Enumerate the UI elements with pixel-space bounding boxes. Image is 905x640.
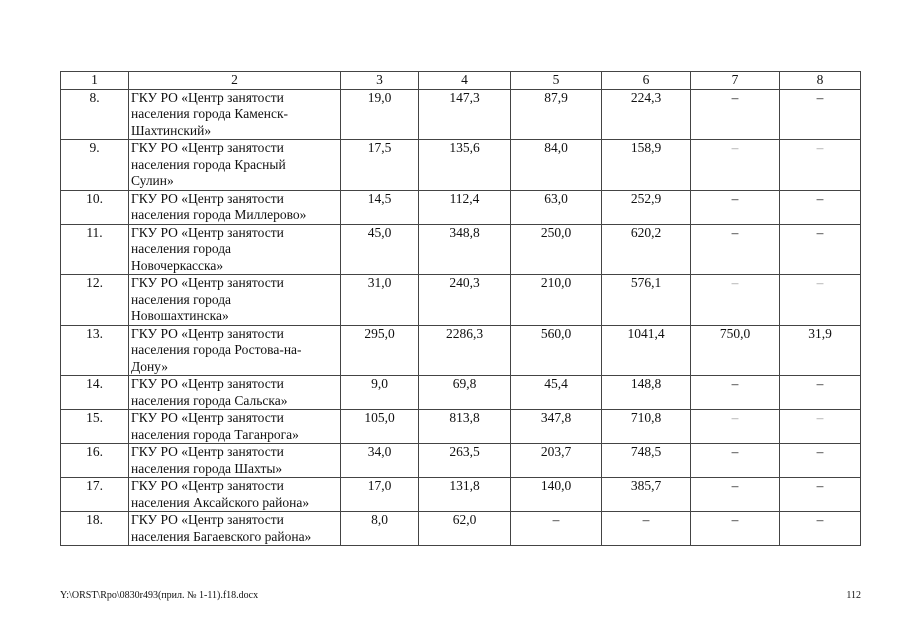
organization-name-line: населения города Каменск- [131, 106, 289, 121]
organization-name-line: ГКУ РО «Центр занятости [131, 275, 284, 290]
table-row [61, 478, 861, 512]
organization-name-cell [129, 224, 341, 275]
header-cell: 4 [419, 72, 511, 90]
table-header-row [61, 72, 861, 90]
organization-name-cell [129, 512, 341, 546]
value-cell: 813,8 [419, 410, 511, 444]
organization-name-line: Сулин» [131, 173, 174, 188]
value-cell: 131,8 [419, 478, 511, 512]
data-table [60, 71, 861, 546]
organization-name-line: ГКУ РО «Центр занятости [131, 410, 284, 425]
row-number-cell: 9. [61, 140, 129, 191]
organization-name-cell [129, 140, 341, 191]
organization-name-line: ГКУ РО «Центр занятости [131, 325, 284, 341]
value-cell: 140,0 [511, 478, 602, 512]
row-number-cell: 14. [61, 376, 129, 410]
value-cell: 112,4 [419, 190, 511, 224]
row-number-cell: 10. [61, 190, 129, 224]
value-cell: 87,9 [511, 89, 602, 140]
organization-name-cell [129, 376, 341, 410]
organization-name-line: населения города [131, 241, 232, 256]
organization-name-cell [129, 190, 341, 224]
organization-name-line: ГКУ РО «Центр занятости [131, 376, 284, 391]
organization-name-cell [129, 478, 341, 512]
value-cell: – [780, 376, 861, 410]
value-cell: 8,0 [341, 512, 419, 546]
value-cell: 224,3 [602, 89, 691, 140]
value-cell: 14,5 [341, 190, 419, 224]
value-cell: 250,0 [511, 224, 602, 275]
value-cell: – [780, 224, 861, 275]
value-cell: 135,6 [419, 140, 511, 191]
value-cell: 1041,4 [602, 325, 691, 376]
value-cell: 560,0 [511, 325, 602, 376]
value-cell: 576,1 [602, 275, 691, 326]
value-cell: 385,7 [602, 478, 691, 512]
value-cell: – [691, 410, 780, 444]
value-cell: – [691, 89, 780, 140]
value-cell: 105,0 [341, 410, 419, 444]
value-cell: 348,8 [419, 224, 511, 275]
page-number: 112 [846, 590, 861, 601]
header-cell: 2 [129, 72, 341, 90]
row-number-cell: 12. [61, 275, 129, 326]
table-row [61, 140, 861, 191]
organization-name-line: ГКУ РО «Центр занятости [131, 512, 284, 527]
table-row [61, 325, 861, 376]
organization-name-line: ГКУ РО «Центр занятости [131, 224, 284, 240]
value-cell: 210,0 [511, 275, 602, 326]
header-cell: 8 [780, 72, 861, 90]
organization-name-line: населения города Красный [131, 156, 286, 172]
value-cell: – [602, 512, 691, 546]
organization-name-line: ГКУ РО «Центр занятости [131, 89, 284, 105]
organization-name-line: населения города [131, 291, 232, 307]
value-cell: 63,0 [511, 190, 602, 224]
organization-name-line: населения Аксайского района» [131, 494, 310, 510]
value-cell: 84,0 [511, 140, 602, 191]
row-number-cell: 17. [61, 478, 129, 512]
organization-name-line: Новочеркасска» [131, 257, 224, 273]
value-cell: – [691, 376, 780, 410]
table-row [61, 89, 861, 140]
value-cell: – [780, 478, 861, 512]
value-cell: 9,0 [341, 376, 419, 410]
organization-name-cell [129, 325, 341, 376]
value-cell: – [691, 140, 780, 191]
organization-name-line: Дону» [131, 358, 169, 374]
organization-name-line: Шахтинский» [131, 122, 212, 138]
value-cell: 31,0 [341, 275, 419, 326]
value-cell: 295,0 [341, 325, 419, 376]
organization-name-line: населения города Сальска» [131, 392, 288, 408]
organization-name-line: населения города Миллерово» [131, 207, 307, 222]
value-cell: 45,0 [341, 224, 419, 275]
row-number-cell: 8. [61, 89, 129, 140]
value-cell: 17,5 [341, 140, 419, 191]
value-cell: 19,0 [341, 89, 419, 140]
value-cell: 45,4 [511, 376, 602, 410]
value-cell: 147,3 [419, 89, 511, 140]
header-cell: 5 [511, 72, 602, 90]
value-cell: 620,2 [602, 224, 691, 275]
row-number-cell: 11. [61, 224, 129, 275]
value-cell: – [780, 190, 861, 224]
value-cell: – [691, 224, 780, 275]
value-cell: 748,5 [602, 444, 691, 478]
value-cell: – [780, 140, 861, 191]
organization-name-cell [129, 275, 341, 326]
value-cell: 252,9 [602, 190, 691, 224]
value-cell: 62,0 [419, 512, 511, 546]
organization-name-line: населения города Ростова-на- [131, 342, 302, 357]
organization-name-line: Новошахтинска» [131, 308, 229, 323]
value-cell: 34,0 [341, 444, 419, 478]
value-cell: – [511, 512, 602, 546]
value-cell: – [780, 512, 861, 546]
value-cell: 148,8 [602, 376, 691, 410]
table-row [61, 444, 861, 478]
value-cell: 750,0 [691, 325, 780, 376]
table-row [61, 512, 861, 546]
organization-name-line: населения города Таганрога» [131, 426, 299, 442]
row-number-cell: 18. [61, 512, 129, 546]
organization-name-line: населения Багаевского района» [131, 528, 312, 544]
header-cell: 1 [61, 72, 129, 90]
value-cell: 158,9 [602, 140, 691, 191]
table-row [61, 190, 861, 224]
row-number-cell: 15. [61, 410, 129, 444]
value-cell: – [691, 190, 780, 224]
value-cell: 203,7 [511, 444, 602, 478]
value-cell: 240,3 [419, 275, 511, 326]
value-cell: 263,5 [419, 444, 511, 478]
table-row [61, 376, 861, 410]
organization-name-cell [129, 410, 341, 444]
value-cell: – [780, 444, 861, 478]
file-path: Y:\ORST\Rpo\0830r493(прил. № 1-11).f18.docx [60, 590, 259, 601]
value-cell: 31,9 [780, 325, 861, 376]
organization-name-line: населения города Шахты» [131, 460, 283, 476]
table-row [61, 275, 861, 326]
value-cell: – [691, 478, 780, 512]
organization-name-line: ГКУ РО «Центр занятости [131, 140, 284, 155]
header-cell: 3 [341, 72, 419, 90]
value-cell: – [691, 512, 780, 546]
row-number-cell: 16. [61, 444, 129, 478]
row-number-cell: 13. [61, 325, 129, 376]
header-cell: 6 [602, 72, 691, 90]
table-row [61, 224, 861, 275]
organization-name-cell [129, 89, 341, 140]
table-row [61, 410, 861, 444]
header-cell: 7 [691, 72, 780, 90]
organization-name-line: ГКУ РО «Центр занятости [131, 190, 284, 206]
value-cell: 710,8 [602, 410, 691, 444]
value-cell: 347,8 [511, 410, 602, 444]
value-cell: 2286,3 [419, 325, 511, 376]
organization-name-line: ГКУ РО «Центр занятости [131, 444, 284, 459]
value-cell: – [780, 275, 861, 326]
value-cell: 69,8 [419, 376, 511, 410]
value-cell: 17,0 [341, 478, 419, 512]
organization-name-cell [129, 444, 341, 478]
value-cell: – [691, 275, 780, 326]
value-cell: – [780, 410, 861, 444]
value-cell: – [691, 444, 780, 478]
organization-name-line: ГКУ РО «Центр занятости [131, 478, 284, 493]
value-cell: – [780, 89, 861, 140]
